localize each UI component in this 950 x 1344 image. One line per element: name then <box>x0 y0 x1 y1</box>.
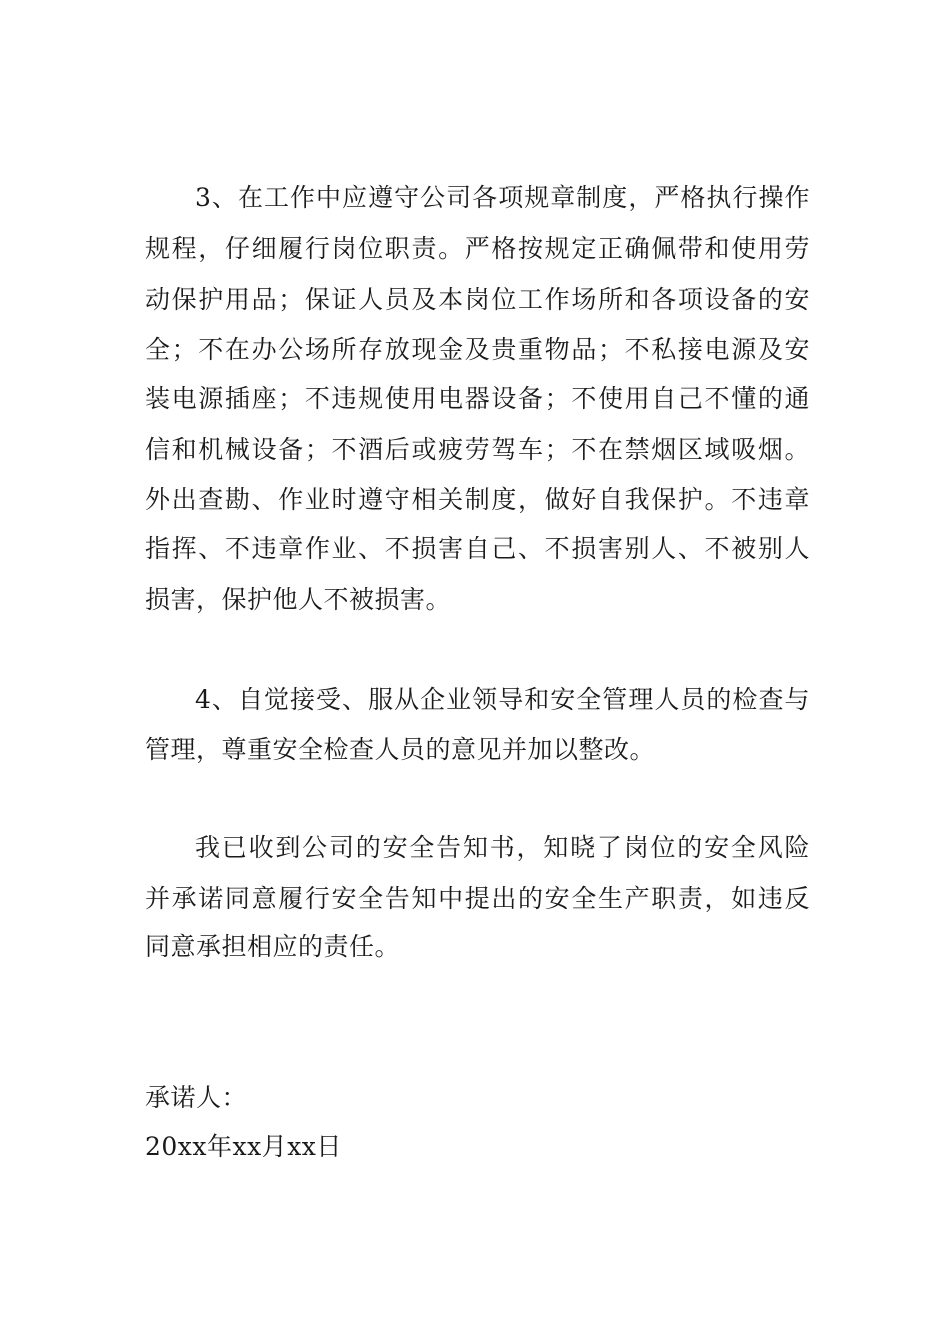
paragraph-line: 并承诺同意履行安全告知中提出的安全生产职责，如违反 <box>145 884 810 913</box>
paragraph-line: 规程，仔细履行岗位职责。严格按规定正确佩带和使用劳 <box>145 234 810 263</box>
paragraph-line: 外出查勘、作业时遵守相关制度，做好自我保护。不违章 <box>145 485 810 514</box>
paragraph-line: 3、在工作中应遵守公司各项规章制度，严格执行操作 <box>195 183 810 212</box>
paragraph-line: 管理，尊重安全检查人员的意见并加以整改。 <box>145 735 656 764</box>
paragraph-line: 装电源插座；不违规使用电器设备；不使用自己不懂的通 <box>145 384 810 413</box>
signature-date: 20xx年xx月xx日 <box>145 1132 342 1161</box>
signature-label: 承诺人： <box>145 1083 248 1112</box>
paragraph-line: 4、自觉接受、服从企业领导和安全管理人员的检查与 <box>195 685 810 714</box>
paragraph-line: 指挥、不违章作业、不损害自己、不损害别人、不被别人 <box>145 534 810 563</box>
paragraph-line: 信和机械设备；不酒后或疲劳驾车；不在禁烟区域吸烟。 <box>145 435 810 464</box>
paragraph-line: 我已收到公司的安全告知书，知晓了岗位的安全风险 <box>195 833 810 862</box>
paragraph-line: 同意承担相应的责任。 <box>145 932 401 961</box>
paragraph-line: 动保护用品；保证人员及本岗位工作场所和各项设备的安 <box>145 285 810 314</box>
paragraph-line: 全；不在办公场所存放现金及贵重物品；不私接电源及安 <box>145 335 810 364</box>
paragraph-line: 损害，保护他人不被损害。 <box>145 585 452 614</box>
